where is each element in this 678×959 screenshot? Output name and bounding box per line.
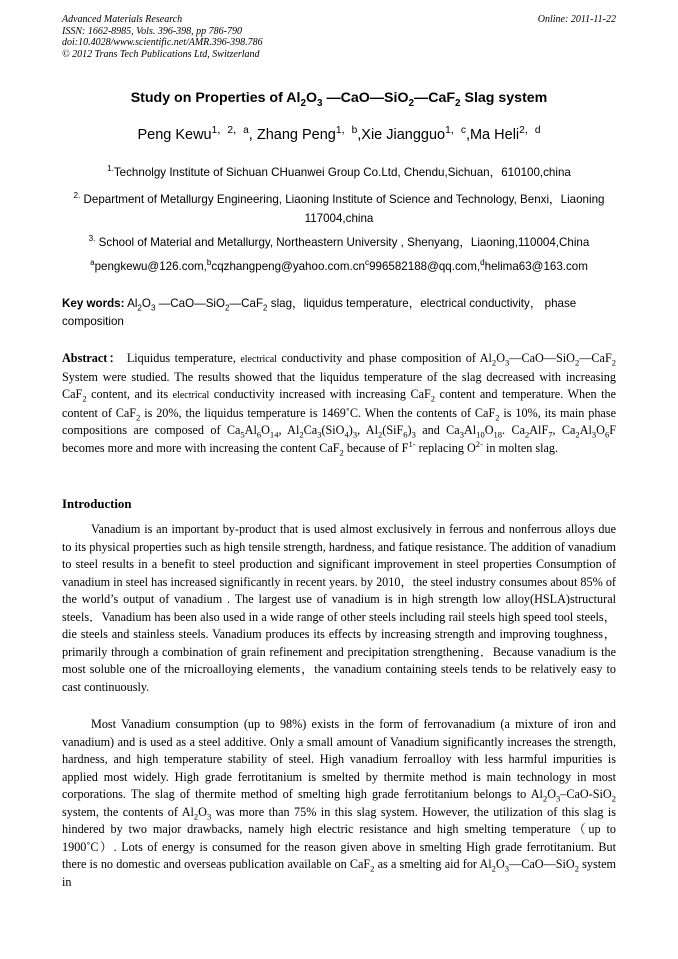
keywords: Key words: $Al_2O_3$ —CaO—SiO$_2$—CaF$_2$ slag，liquidus temperature，electrical conductivity， phase composition xyxy=(62,297,577,328)
email-link[interactable]: 996582188@qq.com, xyxy=(369,260,481,273)
author-name: Peng Kewu xyxy=(137,127,212,143)
online-date: Online: 2011-11-22 xyxy=(537,14,616,25)
author-list: Peng Kewu$^{1,2,a}$, Zhang Peng$^{1,b}$,Xie Jiangguo$^{1,c}$,Ma Heli$^{2,d}$ xyxy=(137,125,541,143)
abstract: Abstract： Liquidus temperature, electrical conductivity and phase composition of $Al_2O_3—CaO—SiO_2—CaF_2$ System were studied. The results showed that the liquidus temperature of the slag decreased with increasing CaF$_2$ content, and its electrical conductivity increased with increasing CaF$_2$ content and temperature. When the content of CaF$_2$ is 20%, the liquidus temperature is 1469˚C. When the contents of CaF$_2$ is 10%, its main phase compositions are composed of $Ca_5Al_6O_{14}$, $Al_2Ca_3(SiO_4)_3$, $Al_2(SiF_6)_3$ and $Ca_3Al_{10}O_{18}$. $Ca_2AlF_7$, $Ca_2Al_3O_6F$ becomes more and more with increasing the content CaF$_2$ because of $F^{1-}$ replacing $O^{2-}$ in molten slag. xyxy=(62,351,616,457)
author-name: ,Ma Heli xyxy=(465,127,520,143)
author-emails: $^apengkewu@126.com,^bcqzhangpeng@yahoo.com.cn^c996582188@qq.com,^dhelima63@163.com$ xyxy=(90,258,588,273)
page-header xyxy=(62,14,616,60)
issn-line: ISSN: 1662-8985, Vols. 396-398, pp 786-790 xyxy=(62,25,242,37)
abstract-label: Abstract： xyxy=(62,351,123,365)
introduction-paragraph-2: Most Vanadium consumption (up to 98%) exists in the form of ferrovanadium (a mixture of iron and vanadium) and is used as a steel additive. Only a small amount of Vanadium significantly increases the strength, hardness, and high temperature stability of steel. High vanadium ferroalloy with less harmful impurities is applied most widely. High grade ferrotitanium is smelted by thermite method is main technology in most corporations. The slag of thermite method of smelting high grade ferrotitanium belongs to $Al_2O_3-CaO-SiO_2$ system, the contents of $Al_2O_3$ was more than 75% in this slag system. However, the utilization of this slag is hindered by two major drawbacks, namely high electric resistance and high smelting temperature（up to 1900˚C）. Lots of energy is consumed for the reason given above in smelting High grade ferrotitanium. But there is no domestic and overseas publication available on CaF$_2$ as a smelting aid for $Al_2O_3—CaO—SiO_2$ system in xyxy=(62,717,617,889)
affiliation-1: $^{1.}$Technolgy Institute of Sichuan CHuanwei Group Co.Ltd, Chendu,Sichuan，610100,china xyxy=(107,164,571,179)
doi-line: doi:10.4028/www.scientific.net/AMR.396-398.786 xyxy=(62,37,263,48)
copyright-line: © 2012 Trans Tech Publications Ltd, Switzerland xyxy=(62,48,260,60)
section-heading-introduction: Introduction xyxy=(62,497,132,511)
email-link[interactable]: pengkewu@126.com, xyxy=(94,260,207,273)
keywords-label: Key words: xyxy=(62,297,125,310)
introduction-paragraph-1: Vanadium is an important by-product that is used almost exclusively in ferrous and nonferrous alloys due to its physical properties such as high tensile strength, hardness, and fatique resistance. The addition of vanadium to steel results in a benefit to steel production and significant improvement in steel properties Consumption of vanadium in steel has increased significantly in recent years. by 2010，the steel industry consumes about 85% of the world’s output of vanadium . The largest use of vanadium is in high strength low alloy(HSLA)structural steels．Vanadium has been also used in a wide range of other steels including rail steels high speed tool steels，die steels and stainless steels. Vanadium produces its effects by increasing strength and improving toughness，primarily through a combination of grain refinement and precipitation strengthening．Because vanadium is the most soluble one of the rnicroalloying elements，the vanadium containing steels tends to be relatively easy to cast continuously. xyxy=(62,522,616,694)
affiliation-3: $^{3.}$ School of Material and Metallurgy, Northeastern University , Shenyang，Liaoning,110004,China xyxy=(88,234,590,249)
paper-title: Study on Properties of $Al_2O_3$ —CaO—SiO$_2$—CaF$_2$ Slag system xyxy=(130,90,548,109)
author-name: ,Xie Jiangguo xyxy=(357,127,446,143)
affiliation-2: $^{2.}$ Department of Metallurgy Engineering, Liaoning Institute of Science and Technology, Benxi，Liaoning 117004,china xyxy=(73,191,605,225)
email-link[interactable]: helima63@163.com xyxy=(484,260,588,273)
email-link[interactable]: cqzhangpeng@yahoo.com.cn xyxy=(211,260,365,273)
journal-name: Advanced Materials Research xyxy=(62,14,183,25)
author-name: , Zhang Peng xyxy=(248,127,336,143)
